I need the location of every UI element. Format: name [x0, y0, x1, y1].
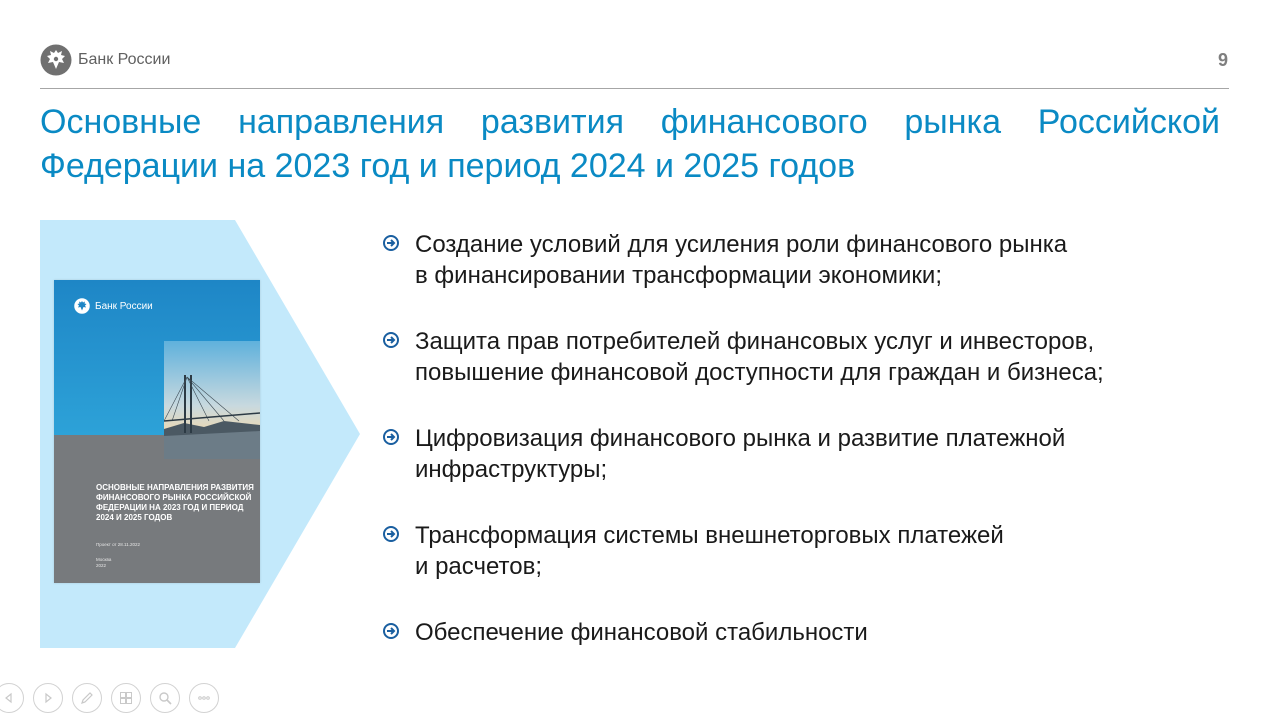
- arrow-bullet-icon: [383, 429, 399, 445]
- document-cover-image: [54, 280, 260, 583]
- slideshow-controls: [0, 683, 228, 713]
- bank-of-russia-eagle-icon: [74, 298, 90, 314]
- bank-of-russia-eagle-icon: [40, 44, 72, 76]
- list-item: [383, 229, 1243, 291]
- zoom-button[interactable]: [150, 683, 180, 713]
- previous-icon: [3, 692, 15, 704]
- brand-name: Банк России: [78, 51, 171, 68]
- more-icon: [197, 691, 211, 705]
- list-item: [383, 617, 1243, 648]
- cover-brand-name: Банк России: [95, 300, 153, 312]
- pen-icon: [80, 691, 94, 705]
- bullet-list: [383, 229, 1243, 648]
- arrow-bullet-icon: [383, 332, 399, 348]
- bullet-text: Защита прав потребителей финансовых услуг и инвесторов, повышение финансовой доступности для граждан и бизнеса;: [415, 328, 1104, 386]
- list-item: [383, 520, 1243, 582]
- slide-title: Основные направления развития финансового рынка Российской Федерации на 2023 год и период 2024 и 2025 годов: [40, 103, 1220, 185]
- arrow-bullet-icon: [383, 623, 399, 639]
- brand-header: [40, 44, 170, 76]
- next-slide-button[interactable]: [33, 683, 63, 713]
- page-number: 9: [1217, 50, 1228, 70]
- bullet-text: Цифровизация финансового рынка и развитие платежной инфраструктуры;: [415, 425, 1066, 483]
- more-options-button[interactable]: [189, 683, 219, 713]
- list-item: [383, 326, 1243, 388]
- cover-city-year: [96, 557, 111, 569]
- arrow-bullet-icon: [383, 235, 399, 251]
- zoom-icon: [158, 691, 172, 705]
- bullet-text: Трансформация системы внешнеторговых платежей и расчетов;: [415, 522, 1004, 580]
- header-divider: [40, 88, 1229, 89]
- previous-slide-button[interactable]: [0, 683, 24, 713]
- bridge-photo: [164, 341, 260, 459]
- see-all-slides-button[interactable]: [111, 683, 141, 713]
- list-item: [383, 423, 1243, 485]
- bullet-text: Создание условий для усиления роли финансового рынка в финансировании трансформации экономики;: [415, 231, 1068, 289]
- cover-title: ОСНОВНЫЕ НАПРАВЛЕНИЯ РАЗВИТИЯ ФИНАНСОВОГО РЫНКА РОССИЙСКОЙ ФЕДЕРАЦИИ НА 2023 ГОД И ПЕРИОД 2024 И 2025 ГОДОВ: [96, 483, 254, 522]
- cover-year: 2022: [96, 563, 107, 568]
- cover-city: Москва: [96, 557, 112, 562]
- slides-icon: [119, 691, 133, 705]
- cover-brand: [74, 298, 153, 314]
- pen-tool-button[interactable]: [72, 683, 102, 713]
- cover-draft-note: Проект от 28.11.2022: [96, 542, 140, 547]
- arrow-bullet-icon: [383, 526, 399, 542]
- bullet-text: Обеспечение финансовой стабильности: [415, 619, 868, 646]
- next-icon: [42, 692, 54, 704]
